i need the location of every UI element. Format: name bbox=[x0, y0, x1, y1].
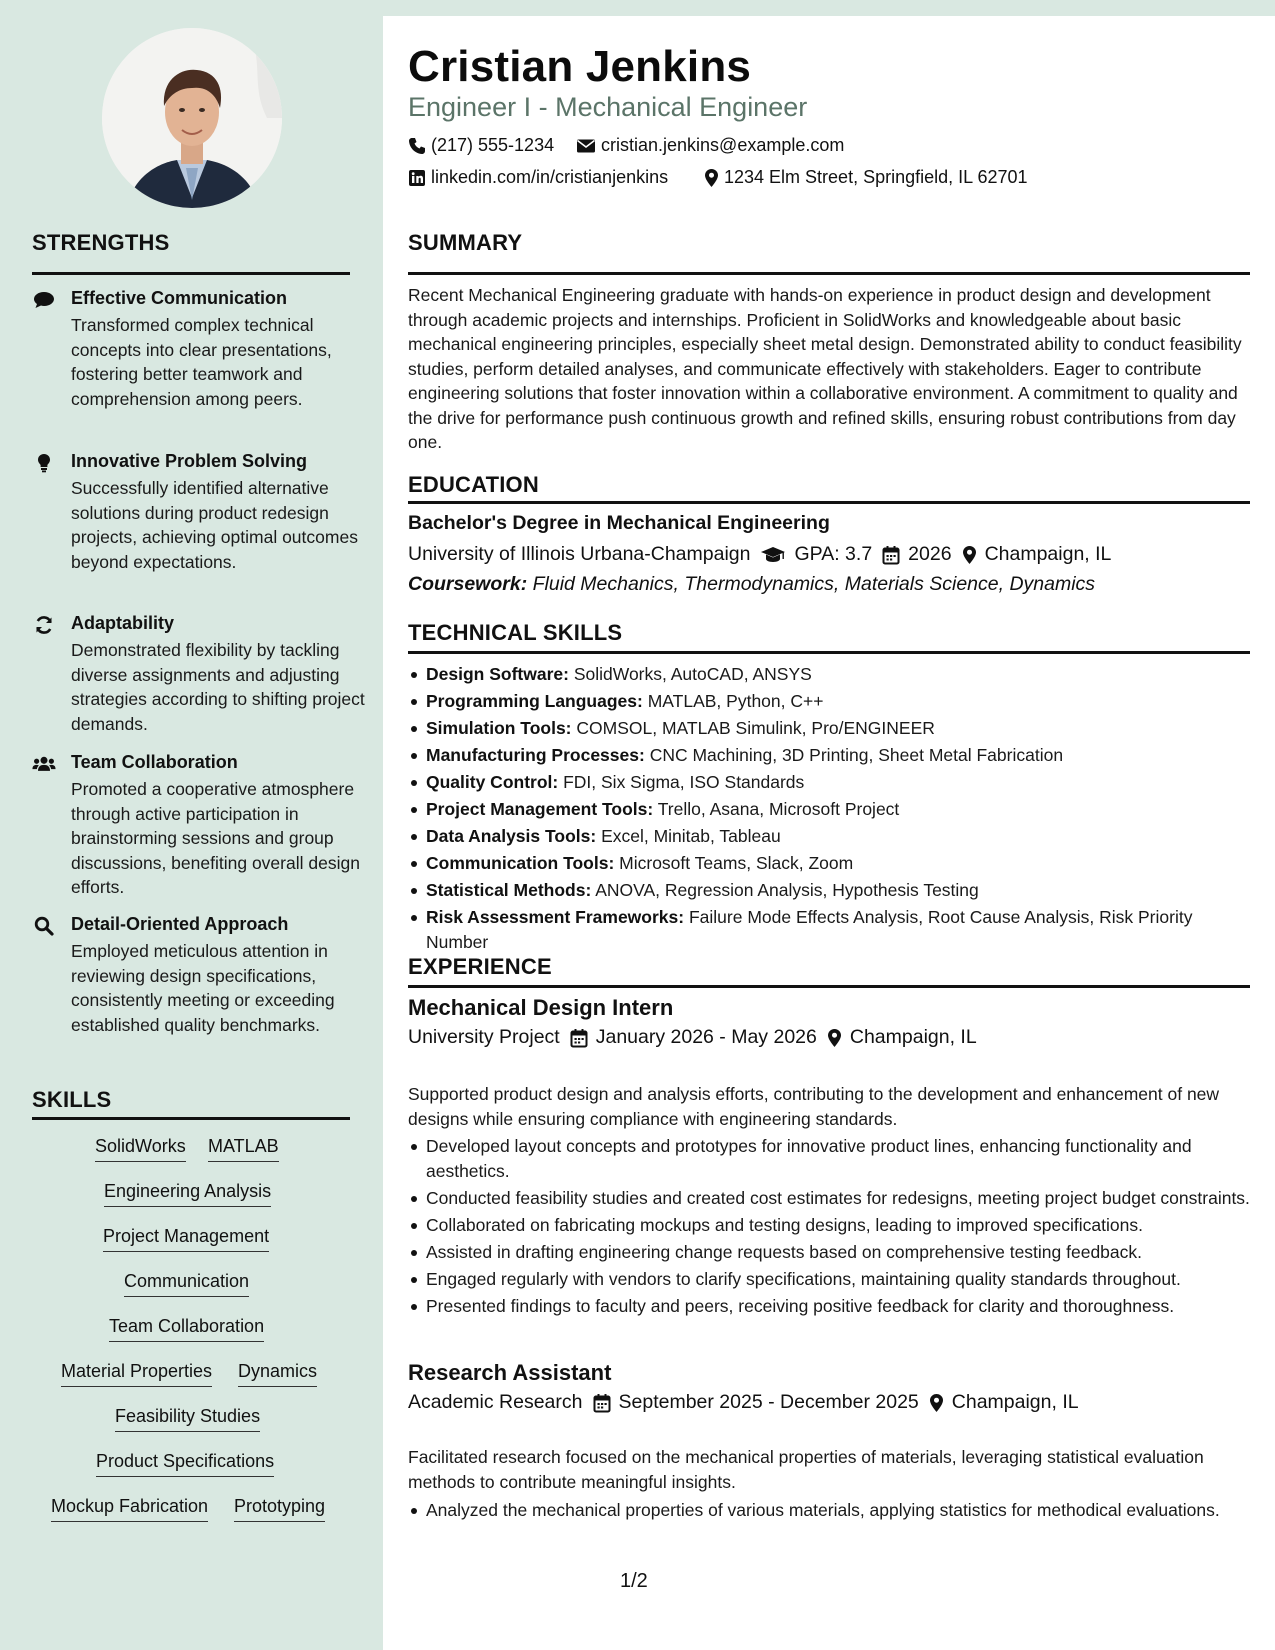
list-item: Collaborated on fabricating mockups and testing designs, leading to improved specifications. bbox=[408, 1213, 1253, 1238]
envelope-icon bbox=[576, 138, 596, 154]
coursework-list: Fluid Mechanics, Thermodynamics, Materials Science, Dynamics bbox=[532, 573, 1096, 595]
skill-chip: Engineering Analysis bbox=[104, 1181, 271, 1207]
strength-desc: Promoted a cooperative atmosphere through active participation in brainstorming sessions and group discussions, benefiting overall design efforts. bbox=[71, 779, 360, 897]
technical-skills-rule bbox=[408, 651, 1250, 654]
skill-chip: SolidWorks bbox=[95, 1136, 186, 1162]
sync-icon bbox=[32, 615, 56, 635]
strengths-rule bbox=[32, 272, 350, 275]
technical-skills-list bbox=[408, 662, 1253, 957]
list-item: Analyzed the mechanical properties of various materials, applying statistics for methodical evaluations. bbox=[408, 1498, 1253, 1523]
skills-rule bbox=[32, 1117, 350, 1120]
education-location: Champaign, IL bbox=[984, 543, 1112, 565]
list-item: Simulation Tools: COMSOL, MATLAB Simulink, Pro/ENGINEER bbox=[408, 716, 1253, 741]
linkedin-link[interactable]: linkedin.com/in/cristianjenkins bbox=[431, 167, 669, 187]
phone-icon bbox=[408, 137, 426, 155]
list-item: Statistical Methods: ANOVA, Regression Analysis, Hypothesis Testing bbox=[408, 878, 1253, 903]
address-text: 1234 Elm Street, Springfield, IL 62701 bbox=[724, 167, 1028, 187]
strength-title: Innovative Problem Solving bbox=[71, 451, 308, 471]
coursework bbox=[408, 573, 1095, 596]
main-content bbox=[383, 16, 1275, 1650]
job-bullets bbox=[408, 1498, 1253, 1525]
summary-text: Recent Mechanical Engineering graduate with hands-on experience in product design and development through academic projects and internships. Proficient in SolidWorks and knowledgeable about basic mechanical engineering principles, especially sheet metal design. Demonstrated ability to conduct feasibility studies, perform detailed analyses, and communicate effectively with stakeholders. Eager to contribute engineering solutions that foster innovation within a collaborative environment. A commitment to quality and the drive for performance push continuous growth and refined skills, ensuring robust contributions from day one. bbox=[408, 285, 1242, 452]
skill-chip: MATLAB bbox=[208, 1136, 279, 1162]
phone-text: (217) 555-1234 bbox=[431, 135, 555, 155]
graduation-cap-icon bbox=[760, 546, 786, 564]
job-bullets bbox=[408, 1134, 1253, 1321]
gpa-text: GPA: 3.7 bbox=[794, 543, 873, 565]
list-item: Developed layout concepts and prototypes for innovative product lines, enhancing functionality and aesthetics. bbox=[408, 1134, 1253, 1183]
calendar-icon bbox=[882, 545, 900, 565]
location-pin-icon bbox=[704, 168, 719, 188]
list-item: Manufacturing Processes: CNC Machining, 3D Printing, Sheet Metal Fabrication bbox=[408, 743, 1253, 768]
list-item: Assisted in drafting engineering change requests based on comprehensive testing feedback. bbox=[408, 1240, 1253, 1265]
strength-title: Adaptability bbox=[71, 613, 175, 633]
job-summary: Supported product design and analysis efforts, contributing to the development and enhancement of new designs while ensuring compliance with engineering standards. bbox=[408, 1084, 1220, 1129]
experience-heading: EXPERIENCE bbox=[408, 954, 552, 979]
job-title: Mechanical Design Intern bbox=[408, 995, 674, 1020]
list-item: Conducted feasibility studies and created cost estimates for redesigns, meeting project budget constraints. bbox=[408, 1186, 1253, 1211]
job-meta bbox=[408, 1391, 1079, 1414]
list-item: Presented findings to faculty and peers, receiving positive feedback for clarity and thoroughness. bbox=[408, 1294, 1253, 1319]
strength-desc: Successfully identified alternative solutions during product redesign projects, achieving optimal outcomes beyond expectations. bbox=[71, 478, 358, 572]
experience-rule bbox=[408, 985, 1250, 988]
page-number: 1/2 bbox=[620, 1570, 648, 1592]
coursework-label: Coursework: bbox=[408, 573, 528, 595]
speech-bubble-icon bbox=[32, 290, 56, 310]
list-item: Design Software: SolidWorks, AutoCAD, ANSYS bbox=[408, 662, 1253, 687]
strength-title: Team Collaboration bbox=[71, 752, 238, 772]
strength-desc: Transformed complex technical concepts into clear presentations, fostering better teamwork and comprehension among peers. bbox=[71, 315, 332, 409]
strength-title: Effective Communication bbox=[71, 288, 288, 308]
skill-chip: Feasibility Studies bbox=[115, 1406, 260, 1432]
list-item: Quality Control: FDI, Six Sigma, ISO Standards bbox=[408, 770, 1253, 795]
job-location: Champaign, IL bbox=[951, 1391, 1079, 1413]
technical-skills-heading: TECHNICAL SKILLS bbox=[408, 620, 623, 645]
calendar-icon bbox=[570, 1028, 588, 1048]
summary-heading: SUMMARY bbox=[408, 230, 523, 255]
job-org: Academic Research bbox=[408, 1391, 583, 1413]
list-item: Communication Tools: Microsoft Teams, Slack, Zoom bbox=[408, 851, 1253, 876]
candidate-title: Engineer I - Mechanical Engineer bbox=[408, 92, 808, 122]
location-pin-icon bbox=[962, 545, 977, 565]
job-meta bbox=[408, 1026, 977, 1049]
list-item: Data Analysis Tools: Excel, Minitab, Tableau bbox=[408, 824, 1253, 849]
users-icon bbox=[32, 754, 56, 774]
skill-chip: Project Management bbox=[103, 1226, 269, 1252]
sidebar bbox=[0, 0, 383, 1650]
graduation-year: 2026 bbox=[908, 543, 952, 565]
education-heading: EDUCATION bbox=[408, 472, 539, 497]
strength-desc: Demonstrated flexibility by tackling diverse assignments and adjusting strategies according to shifting project demands. bbox=[71, 640, 365, 734]
summary-rule bbox=[408, 272, 1250, 275]
lightbulb-icon bbox=[32, 453, 56, 473]
skill-chip: Communication bbox=[124, 1271, 249, 1297]
skill-chip: Product Specifications bbox=[96, 1451, 274, 1477]
calendar-icon bbox=[593, 1393, 611, 1413]
address-contact bbox=[704, 167, 1028, 188]
education-rule bbox=[408, 501, 1250, 504]
search-icon bbox=[32, 916, 56, 936]
job-dates: January 2026 - May 2026 bbox=[595, 1026, 817, 1048]
job-location: Champaign, IL bbox=[849, 1026, 977, 1048]
skill-chip: Material Properties bbox=[61, 1361, 212, 1387]
education-meta bbox=[408, 543, 1111, 566]
skill-chip: Dynamics bbox=[238, 1361, 317, 1387]
degree-title: Bachelor's Degree in Mechanical Engineering bbox=[408, 512, 830, 534]
profile-photo bbox=[102, 28, 282, 208]
list-item: Programming Languages: MATLAB, Python, C++ bbox=[408, 689, 1253, 714]
phone-contact bbox=[408, 135, 554, 156]
linkedin-contact bbox=[408, 167, 668, 188]
list-item: Engaged regularly with vendors to clarify specifications, maintaining quality standards throughout. bbox=[408, 1267, 1253, 1292]
list-item: Project Management Tools: Trello, Asana, Microsoft Project bbox=[408, 797, 1253, 822]
strength-desc: Employed meticulous attention in reviewing design specifications, consistently meeting or exceeding established quality benchmarks. bbox=[71, 941, 335, 1035]
location-pin-icon bbox=[929, 1393, 944, 1413]
skill-chip: Prototyping bbox=[234, 1496, 325, 1522]
skill-chip: Team Collaboration bbox=[109, 1316, 264, 1342]
email-link[interactable]: cristian.jenkins@example.com bbox=[601, 135, 845, 155]
list-item: Risk Assessment Frameworks: Failure Mode Effects Analysis, Root Cause Analysis, Risk Priority Number bbox=[408, 905, 1253, 954]
skills-heading: SKILLS bbox=[32, 1087, 112, 1112]
location-pin-icon bbox=[827, 1028, 842, 1048]
school-name: University of Illinois Urbana-Champaign bbox=[408, 543, 751, 565]
strength-title: Detail-Oriented Approach bbox=[71, 914, 289, 934]
job-org: University Project bbox=[408, 1026, 560, 1048]
strengths-heading: STRENGTHS bbox=[32, 230, 170, 255]
email-contact bbox=[576, 135, 844, 156]
candidate-name: Cristian Jenkins bbox=[408, 42, 752, 91]
job-dates: September 2025 - December 2025 bbox=[618, 1391, 919, 1413]
linkedin-icon bbox=[408, 169, 426, 187]
job-title: Research Assistant bbox=[408, 1360, 612, 1385]
job-summary: Facilitated research focused on the mechanical properties of materials, leveraging statistical evaluation methods to contribute meaningful insights. bbox=[408, 1447, 1204, 1492]
skill-chip: Mockup Fabrication bbox=[51, 1496, 208, 1522]
